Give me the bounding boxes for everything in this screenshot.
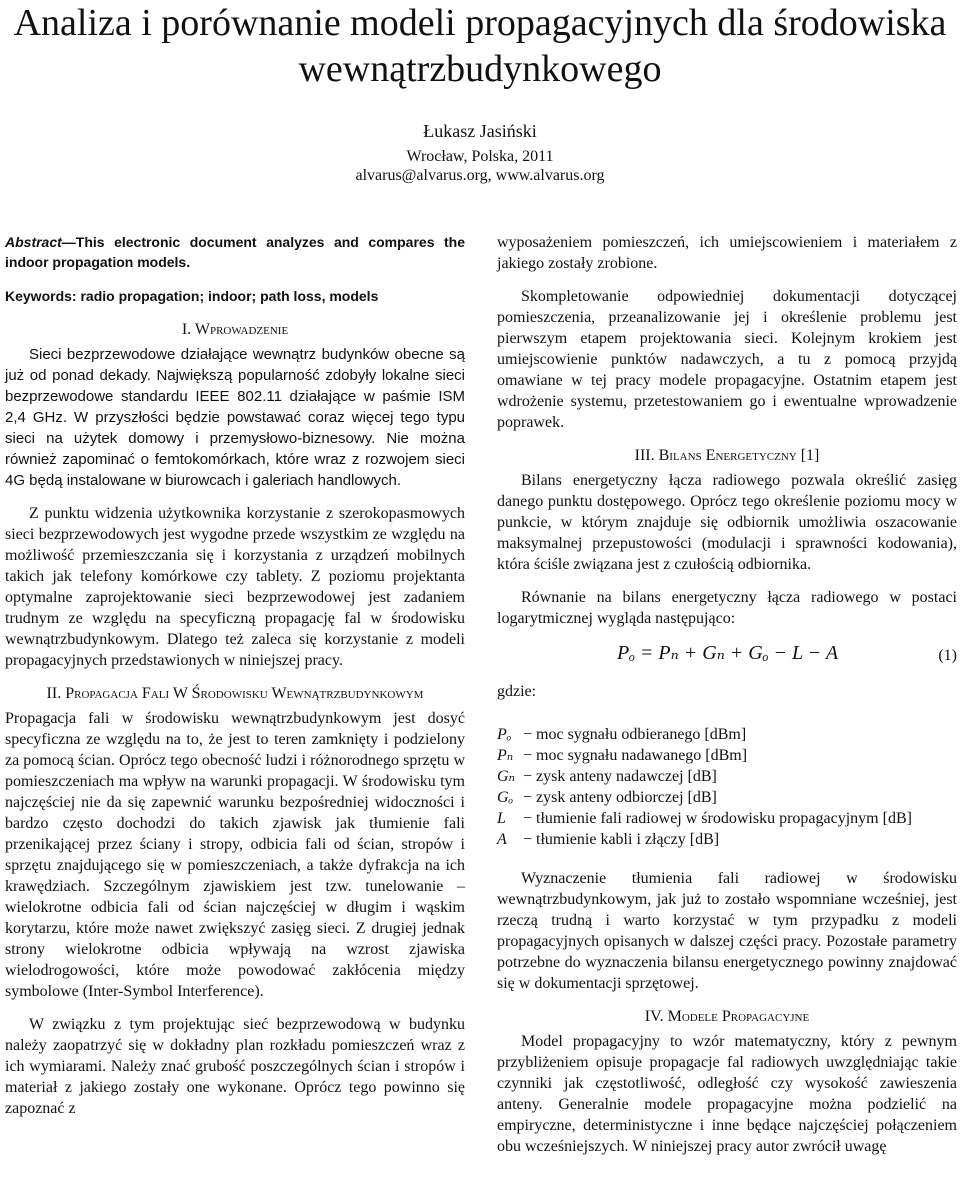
section-heading-introduction: I. Wprowadzenie: [181, 321, 289, 338]
section-heading-power-budget: III. Bilans Energetyczny [1]: [634, 447, 820, 464]
left-column: [5, 232, 465, 1119]
author-block: [0, 122, 960, 185]
section-heading-propagation: II. Propagacja Fali W Środowisku Wewnątrzbudynkowym: [46, 685, 424, 702]
equation-number: (1): [938, 647, 957, 664]
paper-title: Analiza i porównanie modeli propagacyjnych dla środowiska wewnątrzbudynkowego: [13, 2, 947, 90]
paragraph: Z punktu widzenia użytkownika korzystanie z szerokopasmowych sieci bezprzewodowych jest wygodne przede wszystkim ze względu na możliwość przemieszczania się i korzystania z urządzeń mobilnych takich jak telefony komórkowe czy tablety. Z poziomu projektanta optymalne zaprojektowanie sieci bezprzewodowej jest zadaniem trudnym ze względu na specyficzną propagację fal w środowisku wewnątrzbudynkowym. Dlatego też zaleca się korzystanie z modeli propagacyjnych przedstawionych w niniejszej pracy.: [5, 505, 465, 669]
author-location: Wrocław, Polska, 2011: [406, 148, 554, 165]
definition-item: L − tłumienie fali radiowej w środowisku propagacyjnym [dB]: [497, 810, 912, 827]
where-label: gdzie:: [497, 683, 537, 700]
paragraph: Model propagacyjny to wzór matematyczny, który z pewnym przybliżeniem opisuje propagacje fal radiowych uwzględniając takie czynniki jak częstotliwość, odległość czy wysokość zawieszenia anteny. Generalnie modele propagacyjne można podzielić na empiryczne, deterministyczne i inne będące najczęściej połączeniem obu wcześniejszych. W niniejszej pracy autor zwrócił uwagę: [497, 1033, 957, 1155]
keywords: Keywords: radio propagation; indoor; path loss, models: [5, 288, 379, 304]
definition-item: Pₙ − moc sygnału nadawanego [dBm]: [497, 747, 748, 764]
author-name: Łukasz Jasiński: [423, 121, 537, 141]
paragraph: Propagacja fali w środowisku wewnątrzbudynkowym jest dosyć specyficzna ze względu na to, że jest to teren zamknięty i podzielony za pomocą ścian. Oprócz tego obecność ludzi i różnorodnego sprzętu w pomieszczeniach ma wpływ na warunki propagacji. W środowisku tym najczęściej nie da się zapewnić warunku bezpośredniej widoczności i bardzo często dochodzi do takich zjawisk jak tłumienie fali przenikającej przez ściany i stropy, odbicia fali od ścian, stropów i sprzętu znajdującego się w pomieszczeniach, a także dyfrakcja na ich krawędziach. Szczególnym zjawiskiem jest tzw. tunelowanie – wielokrotne odbicia fali od ścian najczęściej w długim i wąskim korytarzu, które może nawet zwiększyć zasięg sieci. Z drugiej jednak strony wielokrotne odbicia wpływają na wzrost zjawiska wielodrogowości, które może powodować zakłócenia między symbolowe (Inter-Symbol Interference).: [5, 710, 465, 1000]
abstract-label: Abstract: [5, 234, 62, 250]
paragraph: Równanie na bilans energetyczny łącza radiowego w postaci logarytmicznej wygląda następująco:: [497, 589, 957, 627]
paragraph: Skompletowanie odpowiedniej dokumentacji dotyczącej pomieszczenia, przeanalizowanie jej i określenie problemu jest pierwszym etapem projektowania sieci. Kolejnym krokiem jest umiejscowienie punktów nadawczych, a tu z pomocą przyjdą omawiane w tej pracy modele propagacyjne. Ostatnim etapem jest wdrożenie systemu, przetestowaniem go i ewentualne wprowadzenie poprawek.: [497, 288, 957, 431]
paragraph: Bilans energetyczny łącza radiowego pozwala określić zasięg danego punktu dostępowego. Oprócz tego określenie poziomu mocy w punkcie, w którym znajduje się odbiornik umożliwia oszacowanie maksymalnej przepustowości (modulacji i sprawności kodowania), która ściśle związana jest z czułością odbiornika.: [497, 472, 957, 573]
definition-item: Gₙ − zysk anteny nadawczej [dB]: [497, 768, 717, 785]
symbol-definitions: [497, 724, 957, 850]
definition-item: A − tłumienie kabli i złączy [dB]: [497, 831, 720, 848]
right-column: [497, 232, 957, 1157]
author-contact[interactable]: alvarus@alvarus.org, www.alvarus.org: [355, 167, 605, 184]
equation-formula: Pₒ = Pₙ + Gₙ + Gₒ − L − A: [617, 642, 839, 664]
abstract: Abstract—This electronic document analyzes and compares the indoor propagation models.: [5, 234, 465, 270]
paragraph: W związku z tym projektując sieć bezprzewodową w budynku należy zaopatrzyć się w dokładny plan rozkładu pomieszczeń wraz z ich wymiarami. Należy znać grubość poszczególnych ścian i stropów i materiał z jakiego zostały one wykonane. Oprócz tego powinno się zapoznać z: [5, 1016, 465, 1117]
section-heading-models: IV. Modele Propagacyjne: [644, 1008, 810, 1025]
paragraph: Wyznaczenie tłumienia fali radiowej w środowisku wewnątrzbudynkowym, jak już to zostało wspomniane wcześniej, jest rzeczą trudną i warto korzystać w tym przypadku z modeli propagacyjnych opisanych w dalszej części pracy. Pozostałe parametry potrzebne do wyznaczenia bilansu energetycznego powinny znajdować się w dokumentacji sprzętowej.: [497, 870, 957, 992]
equation-1: [497, 635, 957, 675]
abstract-text: This electronic document analyzes and compares the indoor propagation models.: [5, 234, 465, 270]
definition-item: Pₒ − moc sygnału odbieranego [dBm]: [497, 726, 747, 743]
definition-item: Gₒ − zysk anteny odbiorczej [dB]: [497, 789, 717, 806]
paragraph: Sieci bezprzewodowe działające wewnątrz budynków obecne są już od ponad dekady. Największą popularność zdobyły lokalne sieci bezprzewodowe standardu IEEE 802.11 działające w paśmie ISM 2,4 GHz. W przyszłości będzie powstawać coraz więcej tego typu sieci na użytek domowy i przemysłowo-biznesowy. Nie można również zapominać o femtokomórkach, które wraz z rozwojem sieci 4G będą instalowane w biurowcach i galeriach handlowych.: [5, 346, 465, 489]
paragraph: wyposażeniem pomieszczeń, ich umiejscowieniem i materiałem z jakiego zostały zrobione.: [497, 234, 957, 272]
